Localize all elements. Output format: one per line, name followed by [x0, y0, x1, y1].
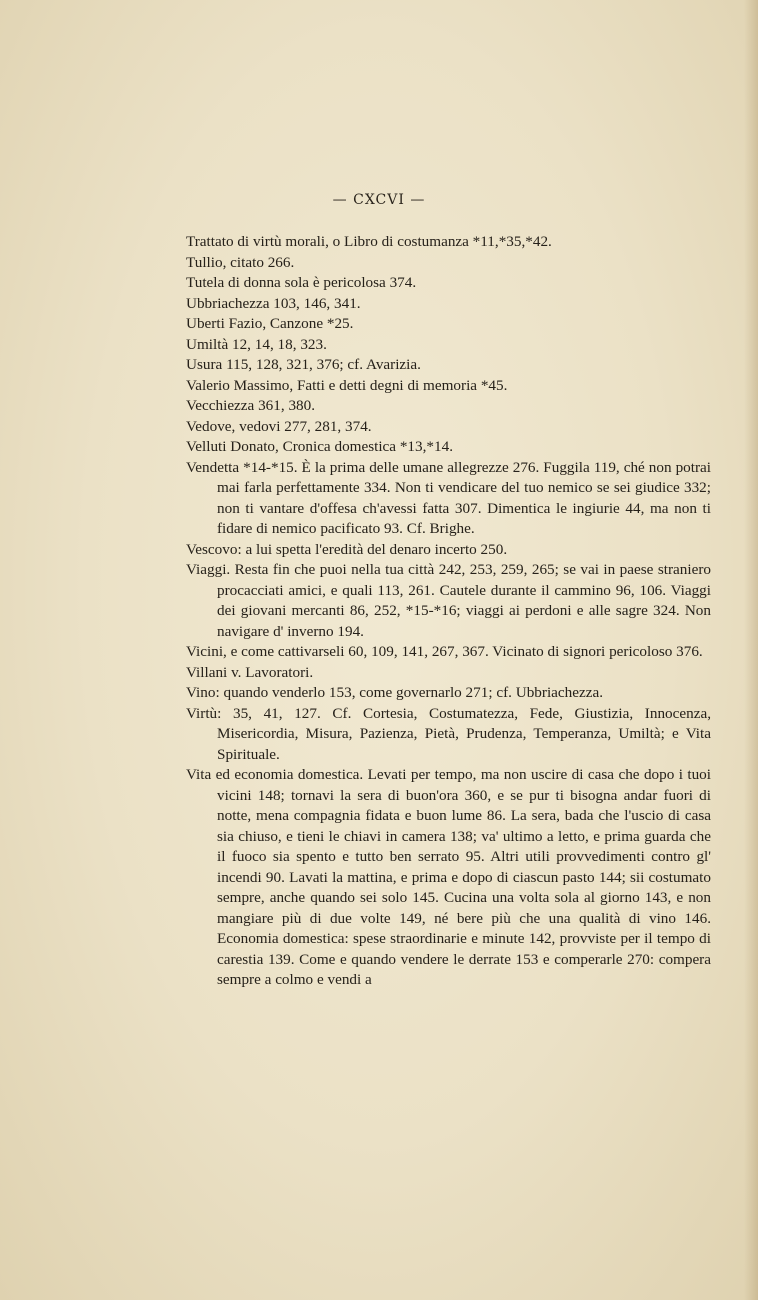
index-entry: Vendetta *14-*15. È la prima delle umane allegrezze 276. Fuggila 119, ché non potrai mai farla perfettamente 334. Non ti vendicare del tuo nemico se sei giudice 332; non ti vantare d'offesa ch'avessi fatta 307. Dimentica le ingiurie 44, ma non ti fidare di nemico pacificato 93. Cf. Brighe. — [186, 458, 711, 537]
index-entry: Villani v. Lavoratori. — [186, 663, 314, 681]
index-entry: Umiltà 12, 14, 18, 323. — [186, 335, 327, 353]
index-list — [186, 232, 711, 991]
index-entry: Velluti Donato, Cronica domestica *13,*14. — [186, 438, 453, 455]
index-entry: Ubbriachezza 103, 146, 341. — [186, 294, 361, 312]
index-entry: Vino: quando venderlo 153, come governarlo 271; cf. Ubbriachezza. — [186, 684, 604, 701]
index-entry: Tullio, citato 266. — [186, 253, 295, 271]
index-entry: Vicini, e come cattivarseli 60, 109, 141, 267, 367. Vicinato di signori pericoloso 376. — [186, 643, 703, 660]
index-entry: Uberti Fazio, Canzone *25. — [186, 315, 354, 332]
index-entry: Trattato di virtù morali, o Libro di costumanza *11,*35,*42. — [186, 233, 552, 250]
index-entry: Tutela di donna sola è pericolosa 374. — [186, 274, 417, 291]
index-entry: Vedove, vedovi 277, 281, 374. — [186, 417, 372, 435]
index-entry: Valerio Massimo, Fatti e detti degni di memoria *45. — [186, 376, 508, 394]
index-entry: Vescovo: a lui spetta l'eredità del denaro incerto 250. — [186, 540, 508, 558]
page-number-header: — CXCVI — — [332, 192, 426, 208]
index-entry: Vecchiezza 361, 380. — [186, 397, 316, 414]
index-entry: Usura 115, 128, 321, 376; cf. Avarizia. — [186, 356, 421, 373]
index-entry: Viaggi. Resta fin che puoi nella tua città 242, 253, 259, 265; se vai in paese straniero procacciati amici, e quali 113, 261. Cautele durante il cammino 96, 106. Viaggi dei giovani mercanti 86, 252, *15-*16; viaggi ai perdoni e alle sagre 324. Non navigare d' inverno 194. — [186, 561, 711, 640]
index-entry: Virtù: 35, 41, 127. Cf. Cortesia, Costumatezza, Fede, Giustizia, Innocenza, Misericordia, Misura, Pazienza, Pietà, Prudenza, Temperanza, Umiltà; e Vita Spirituale. — [186, 704, 711, 763]
index-entry: Vita ed economia domestica. Levati per tempo, ma non uscire di casa che dopo i tuoi vicini 148; tornavi la sera di buon'ora 360, e se pur ti bisogna andar fuori di notte, mena compagnia fidata e buon lume 86. La sera, bada che l'uscio di casa sia chiuso, e tieni le chiavi in camera 138; va' ultimo a letto, e prima guarda che il fuoco sia spento e tutto ben serrato 95. Altri utili provvedimenti contro gl' incendi 90. Lavati la mattina, e prima e dopo di ciascun pasto 144; sii costumato sempre, anche quando sei solo 145. Cucina una volta sola al giorno 143, e non mangiare più di due volte 149, né bere più che una qualità di vino 146. Economia domestica: spese straordinarie e minute 142, provviste per il tempo di carestia 139. Come e quando vendere le derrate 153 e comperarle 270: compera sempre a colmo e vendi a — [186, 766, 711, 988]
